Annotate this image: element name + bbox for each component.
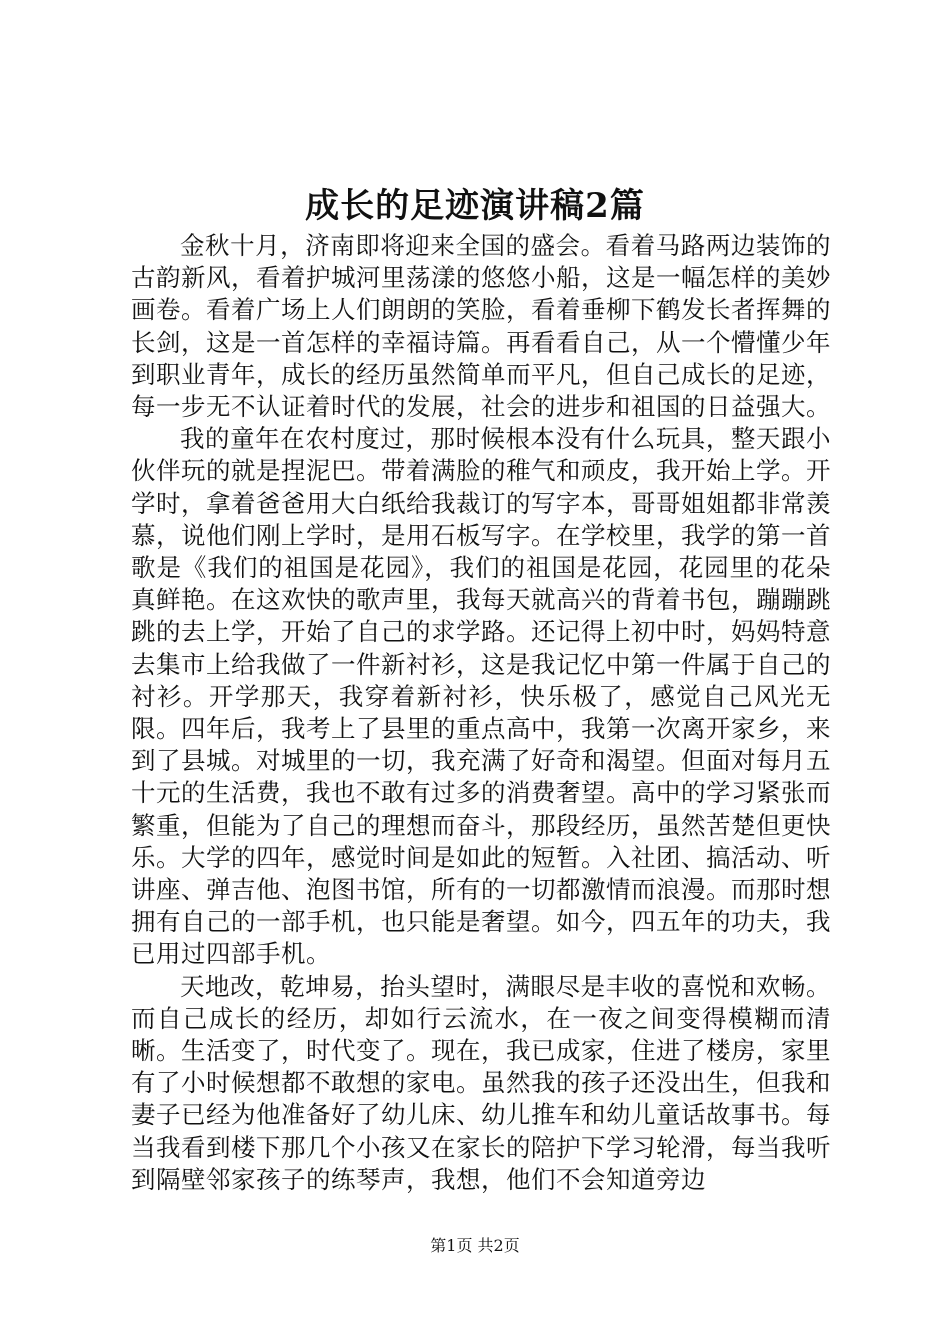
- paragraph-1: 金秋十月，济南即将迎来全国的盛会。看着马路两边装饰的古韵新风，看着护城河里荡漾的悠悠小船，这是一幅怎样的美妙画卷。看着广场上人们朗朗的笑脸，看着垂柳下鹤发长者挥舞的长剑，这是一首怎样的幸福诗篇。再看看自己，从一个懵懂少年到职业青年，成长的经历虽然简单而平凡，但自己成长的足迹，每一步无不认证着时代的发展，社会的进步和祖国的日益强大。: [131, 231, 831, 422]
- document-body: [131, 230, 831, 1196]
- paragraph-3: 天地改，乾坤易，抬头望时，满眼尽是丰收的喜悦和欢畅。而自己成长的经历，却如行云流水，在一夜之间变得模糊而清晰。生活变了，时代变了。现在，我已成家，住进了楼房，家里有了小时候想都不敢想的家电。虽然我的孩子还没出生，但我和妻子已经为他准备好了幼儿床、幼儿推车和幼儿童话故事书。每当我看到楼下那几个小孩又在家长的陪护下学习轮滑，每当我听到隔壁邻家孩子的练琴声，我想，他们不会知道旁边: [131, 971, 831, 1194]
- paragraph-2: 我的童年在农村度过，那时候根本没有什么玩具，整天跟小伙伴玩的就是捏泥巴。带着满脸的稚气和顽皮，我开始上学。开学时，拿着爸爸用大白纸给我裁订的写字本，哥哥姐姐都非常羡慕，说他们刚上学时，是用石板写字。在学校里，我学的第一首歌是《我们的祖国是花园》，我们的祖国是花园，花园里的花朵真鲜艳。在这欢快的歌声里，我每天就高兴的背着书包，蹦蹦跳跳的去上学，开始了自己的求学路。还记得上初中时，妈妈特意去集市上给我做了一件新衬衫，这是我记忆中第一件属于自己的衬衫。开学那天，我穿着新衬衫，快乐极了，感觉自己风光无限。四年后，我考上了县里的重点高中，我第一次离开家乡，来到了县城。对城里的一切，我充满了好奇和渴望。但面对每月五十元的生活费，我也不敢有过多的消费奢望。高中的学习紧张而繁重，但能为了自己的理想而奋斗，那段经历，虽然苦楚但更快乐。大学的四年，感觉时间是如此的短暂。入社团、搞活动、听讲座、弹吉他、泡图书馆，所有的一切都激情而浪漫。而那时想拥有自己的一部手机，也只能是奢望。如今，四五年的功夫，我已用过四部手机。: [131, 424, 831, 969]
- page-footer: 第1页 共2页: [430, 1236, 520, 1255]
- document-title: 成长的足迹演讲稿2篇: [305, 186, 645, 226]
